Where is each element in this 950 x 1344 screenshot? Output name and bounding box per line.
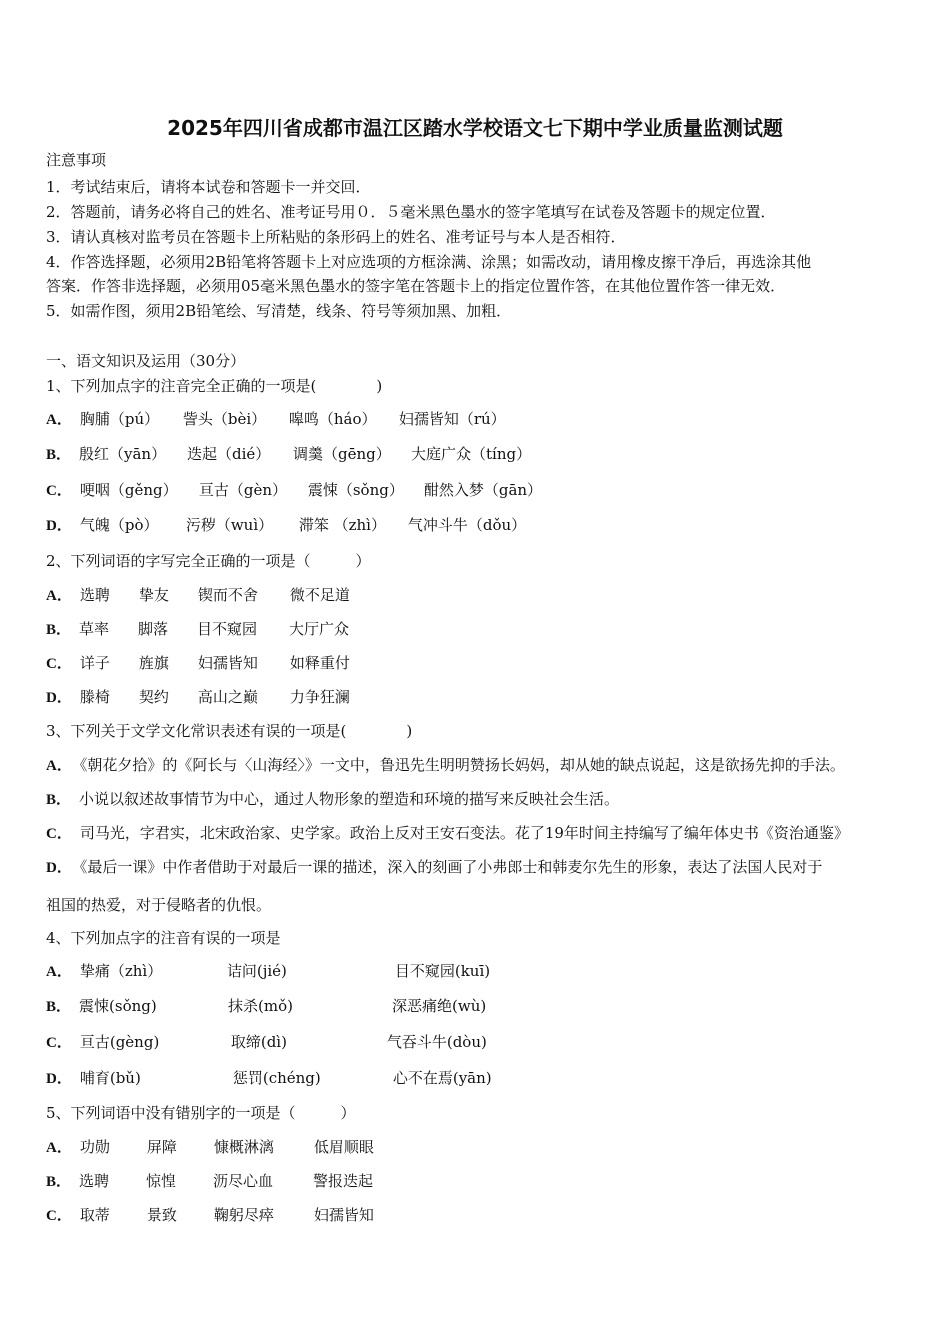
q2-option-d: D． 滕椅 契约 高山之巅 力争狂澜 [46,688,350,706]
question-5-stem: 5、下列词语中没有错别字的一项是（ ） [46,1104,356,1122]
q4-option-a: A． 挚痛（zhì） 诘问(jié) 目不窥园(kuī) [46,962,491,980]
notice-item: 5．如需作图，须用2B铅笔绘、写清楚，线条、符号等须加黑、加粗． [46,302,512,320]
question-3-stem: 3、下列关于文学文化常识表述有误的一项是( ) [46,722,413,740]
q5-option-b: B． 选聘 惊惶 沥尽心血 警报迭起 [46,1172,374,1190]
q1-option-b: B． 殷红（yān） 迭起（dié） 调羹（gēng） 大庭广众（tíng） [46,445,532,463]
notice-item: 3．请认真核对监考员在答题卡上所粘贴的条形码上的姓名、准考证号与本人是否相符． [46,228,626,246]
q3-option-a: A． 《朝花夕拾》的《阿长与〈山海经〉》一文中，鲁迅先生明明赞扬长妈妈，却从她的缺点说起，这是欲扬先抑的手法。 [46,756,845,774]
q4-option-c: C． 亘古(gèng) 取缔(dì) 气吞斗牛(dòu) [46,1033,487,1051]
q3-option-c: C． 司马光，字君实，北宋政治家、史学家。政治上反对王安石变法。花了19年时间主持编写了编年体史书《资治通鉴》 [46,824,849,842]
q3-option-b: B． 小说以叙述故事情节为中心，通过人物形象的塑造和环境的描写来反映社会生活。 [46,790,620,808]
q2-option-c: C． 详子 旌旗 妇孺皆知 如释重付 [46,654,350,672]
notice-item: 答案．作答非选择题，必须用05毫米黑色墨水的签字笔在答题卡上的指定位置作答，在其他位置作答一律无效． [46,277,786,295]
notice-item: 1．考试结束后，请将本试卷和答题卡一并交回． [46,178,371,196]
page-title: 2025年四川省成都市温江区踏水学校语文七下期中学业质量监测试题 [167,116,783,140]
question-4-stem: 4、下列加点字的注音有误的一项是 [46,929,281,947]
notice-item: 4．作答选择题，必须用2B铅笔将答题卡上对应选项的方框涂满、涂黑；如需改动，请用橡皮擦干净后，再选涂其他 [46,253,812,271]
notice-item: 2．答题前，请务必将自己的姓名、准考证号用０．５毫米黑色墨水的签字笔填写在试卷及答题卡的规定位置． [46,203,776,221]
q2-option-a: A． 选聘 挚友 锲而不舍 微不足道 [46,586,350,604]
q1-option-d: D． 气魄（pò） 污秽（wuì） 滞笨 （zhì） 气冲斗牛（dǒu） [46,516,527,534]
notice-heading: 注意事项 [46,151,107,169]
q4-option-d: D． 哺育(bǔ) 惩罚(chéng) 心不在焉(yān) [46,1069,492,1087]
question-2-stem: 2、下列词语的字写完全正确的一项是（ ） [46,552,371,570]
q1-option-a: A． 胸脯（pú） 訾头（bèi） 嗥鸣（háo） 妇孺皆知（rú） [46,410,506,428]
q4-option-b: B． 震悚(sǒng) 抹杀(mǒ) 深恶痛绝(wù) [46,997,487,1015]
question-1-stem: 1、下列加点字的注音完全正确的一项是( ) [46,377,383,395]
section-heading: 一、语文知识及运用（30分） [46,352,246,370]
q5-option-a: A． 功勋 屏障 慷概淋漓 低眉顺眼 [46,1138,374,1156]
q5-option-c: C． 取蒂 景致 鞠躬尽瘁 妇孺皆知 [46,1206,374,1224]
q1-option-c: C． 哽咽（gěng） 亘古（gèn） 震悚（sǒng） 酣然入梦（gān） [46,481,543,499]
q3-option-d: D． 《最后一课》中作者借助于对最后一课的描述，深入的刻画了小弗郎士和韩麦尔先生的形象，表达了法国人民对于 [46,858,823,876]
q2-option-b: B． 草率 脚落 目不窥园 大厅广众 [46,620,350,638]
q3-option-d-continuation: 祖国的热爱，对于侵略者的仇恨。 [46,896,272,914]
